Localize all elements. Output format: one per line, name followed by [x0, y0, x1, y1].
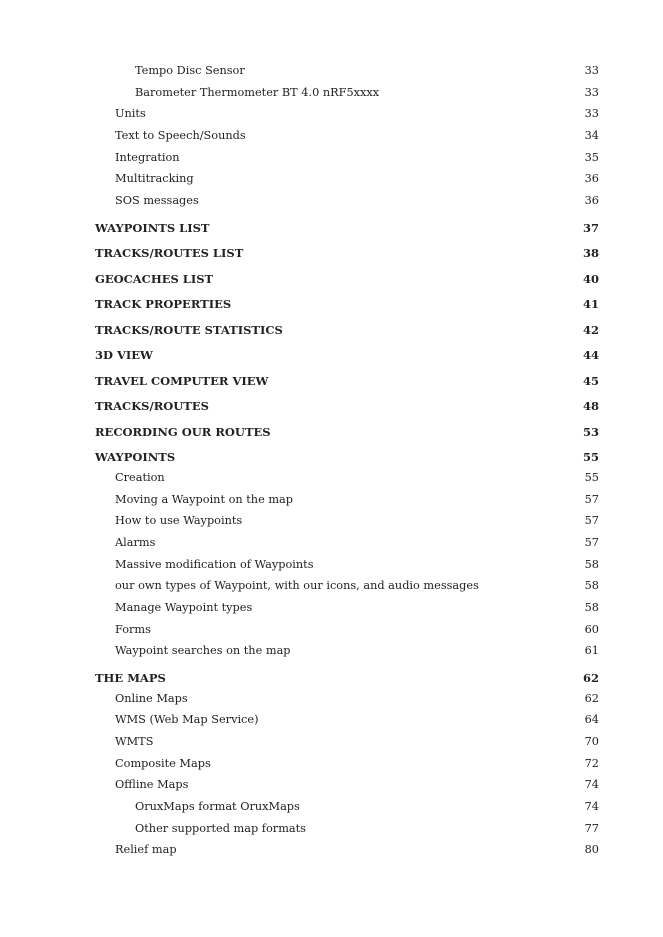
toc-section-entry[interactable] — [0, 731, 663, 753]
toc-entry-title: Text to Speech/Sounds — [115, 129, 246, 143]
toc-section-entry[interactable] — [0, 709, 663, 731]
toc-page-number: 33 — [584, 64, 599, 77]
toc-entry-title: TRACKS/ROUTES — [95, 399, 209, 414]
toc-entry-title: RECORDING OUR ROUTES — [95, 424, 271, 439]
toc-entry-title: GEOCACHES LIST — [95, 271, 214, 286]
toc-page-number: 55 — [582, 450, 599, 465]
toc-page-number: 70 — [584, 734, 599, 748]
toc-section-entry[interactable] — [0, 597, 663, 619]
toc-section-entry[interactable] — [0, 688, 663, 710]
toc-page-number: 74 — [584, 778, 599, 792]
toc-page-number: 58 — [584, 579, 599, 593]
toc-chapter-entry[interactable] — [0, 662, 663, 688]
toc-section-entry[interactable] — [0, 190, 663, 212]
toc-entry-title: Massive modification of Waypoints — [115, 557, 314, 571]
toc-entry-title: Multitracking — [115, 172, 194, 186]
toc-page-number: 61 — [584, 644, 599, 658]
toc-section-entry[interactable] — [0, 796, 663, 818]
toc-page-number: 48 — [582, 399, 599, 414]
toc-section-entry[interactable] — [0, 753, 663, 775]
toc-page-number: 74 — [584, 799, 599, 813]
toc-page-number: 80 — [584, 843, 599, 857]
toc-page-number: 42 — [582, 322, 599, 337]
toc-page-number: 33 — [584, 107, 599, 121]
toc-page-number: 44 — [582, 348, 599, 363]
toc-entry-title: SOS messages — [115, 194, 199, 208]
toc-section-entry[interactable] — [0, 532, 663, 554]
toc-page-number: 58 — [584, 600, 599, 614]
table-of-contents — [0, 60, 663, 861]
toc-page-number: 64 — [584, 713, 599, 727]
toc-page-number: 40 — [582, 271, 599, 286]
toc-entry-title: Units — [115, 107, 146, 121]
toc-chapter-entry[interactable] — [0, 212, 663, 238]
toc-section-entry[interactable] — [0, 774, 663, 796]
toc-page-number: 34 — [584, 129, 599, 143]
toc-chapter-entry[interactable] — [0, 441, 663, 467]
toc-chapter-entry[interactable] — [0, 416, 663, 442]
toc-page-number: 62 — [584, 691, 599, 705]
toc-page-number: 58 — [584, 557, 599, 571]
toc-entry-title: Alarms — [115, 535, 156, 549]
toc-section-entry[interactable] — [0, 640, 663, 662]
toc-entry-title: TRACKS/ROUTES LIST — [95, 246, 244, 261]
toc-entry-title: Waypoint searches on the map — [115, 644, 291, 658]
toc-entry-title: TRACK PROPERTIES — [95, 297, 232, 312]
toc-chapter-entry[interactable] — [0, 390, 663, 416]
toc-entry-title: Forms — [115, 622, 151, 636]
toc-section-entry[interactable] — [0, 575, 663, 597]
toc-section-entry[interactable] — [0, 467, 663, 489]
toc-page-number: 55 — [584, 470, 599, 484]
toc-entry-title: 3D VIEW — [95, 348, 153, 363]
toc-entry-title: TRAVEL COMPUTER VIEW — [95, 373, 269, 388]
toc-entry-title: How to use Waypoints — [115, 514, 243, 528]
toc-entry-title: Other supported map formats — [135, 821, 306, 835]
toc-entry-title: Creation — [115, 470, 165, 484]
toc-entry-title: OruxMaps format OruxMaps — [135, 799, 300, 813]
toc-entry-title: WAYPOINTS — [95, 450, 176, 465]
toc-entry-title: Barometer Thermometer BT 4.0 nRF5xxxx — [135, 85, 380, 99]
toc-chapter-entry[interactable] — [0, 288, 663, 314]
toc-section-entry[interactable] — [0, 510, 663, 532]
toc-chapter-entry[interactable] — [0, 237, 663, 263]
toc-section-entry[interactable] — [0, 839, 663, 861]
toc-entry-title: Tempo Disc Sensor — [135, 64, 245, 77]
toc-section-entry[interactable] — [0, 103, 663, 125]
toc-entry-title: Integration — [115, 150, 180, 164]
toc-page-number: 60 — [584, 622, 599, 636]
toc-page-number: 53 — [582, 424, 599, 439]
toc-page-number: 41 — [582, 297, 599, 312]
toc-page-number: 36 — [584, 194, 599, 208]
toc-entry-title: Composite Maps — [115, 756, 211, 770]
toc-page-number: 57 — [584, 535, 599, 549]
toc-entry-title: Offline Maps — [115, 778, 189, 792]
toc-page-number: 62 — [582, 671, 599, 685]
toc-section-entry[interactable] — [0, 168, 663, 190]
toc-section-entry[interactable] — [0, 818, 663, 840]
toc-section-entry[interactable] — [0, 125, 663, 147]
toc-entry-title: Relief map — [115, 843, 177, 857]
toc-entry-title: Manage Waypoint types — [115, 600, 253, 614]
toc-page-number: 33 — [584, 85, 599, 99]
toc-entry-title: Moving a Waypoint on the map — [115, 492, 294, 506]
toc-section-entry[interactable] — [0, 60, 663, 82]
toc-entry-title: TRACKS/ROUTE STATISTICS — [95, 322, 283, 337]
toc-chapter-entry[interactable] — [0, 263, 663, 289]
toc-chapter-entry[interactable] — [0, 365, 663, 391]
toc-page-number: 45 — [582, 373, 599, 388]
toc-page-number: 35 — [584, 150, 599, 164]
toc-entry-title: WMS (Web Map Service) — [115, 713, 259, 727]
toc-entry-title: our own types of Waypoint, with our icons, and audio messages — [115, 579, 479, 593]
toc-chapter-entry[interactable] — [0, 339, 663, 365]
toc-page-number: 38 — [582, 246, 599, 261]
toc-page-number: 37 — [582, 220, 599, 235]
toc-page-number: 77 — [584, 821, 599, 835]
toc-section-entry[interactable] — [0, 147, 663, 169]
toc-page-number: 72 — [584, 756, 599, 770]
toc-section-entry[interactable] — [0, 619, 663, 641]
toc-section-entry[interactable] — [0, 82, 663, 104]
toc-section-entry[interactable] — [0, 489, 663, 511]
toc-page-number: 57 — [584, 514, 599, 528]
toc-section-entry[interactable] — [0, 554, 663, 576]
toc-entry-title: WAYPOINTS LIST — [95, 220, 210, 235]
toc-page-number: 57 — [584, 492, 599, 506]
toc-entry-title: THE MAPS — [95, 671, 166, 685]
toc-entry-title: Online Maps — [115, 691, 188, 705]
toc-chapter-entry[interactable] — [0, 314, 663, 340]
toc-entry-title: WMTS — [115, 734, 154, 748]
toc-page-number: 36 — [584, 172, 599, 186]
